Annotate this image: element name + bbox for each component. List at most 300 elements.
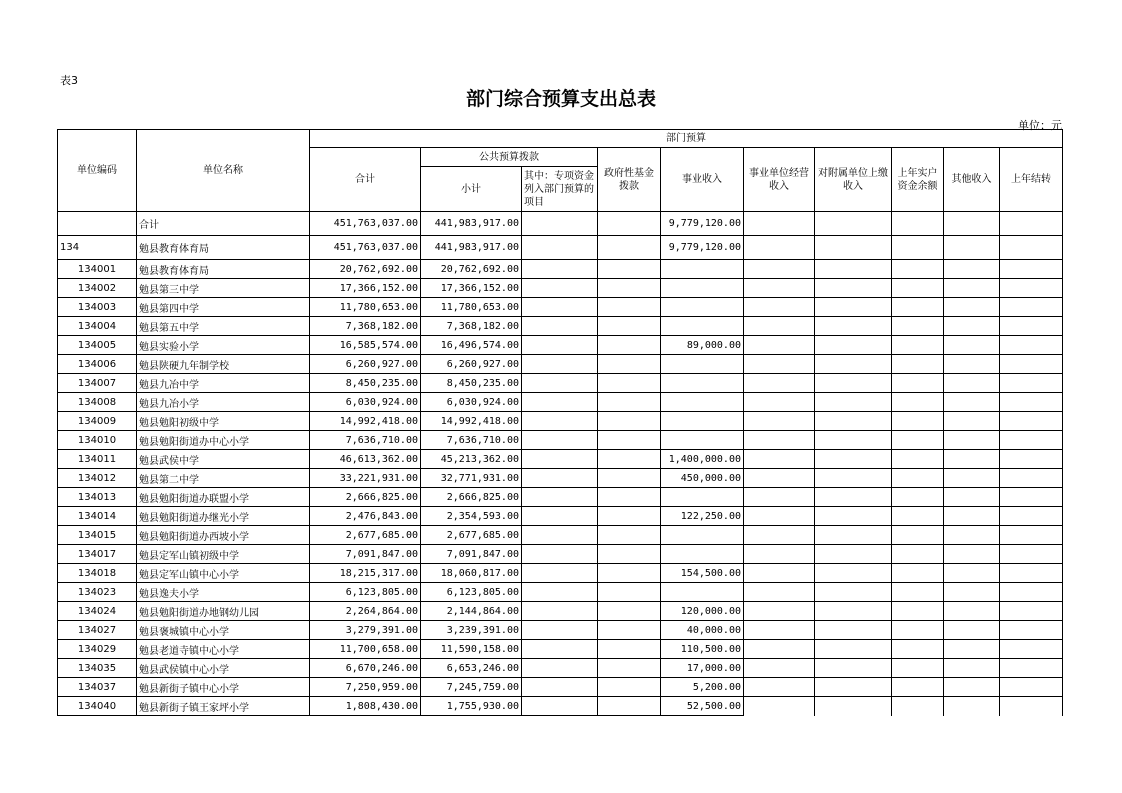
row-prev-balance: [892, 564, 944, 583]
row-carryover: [1000, 336, 1063, 355]
table-row: [58, 279, 1063, 298]
row-special: [522, 374, 598, 393]
row-special: [522, 602, 598, 621]
row-other: [944, 374, 1000, 393]
row-prev-balance: [892, 355, 944, 374]
row-carryover: [1000, 678, 1063, 697]
row-other: [944, 621, 1000, 640]
row-code: 134013: [58, 488, 137, 507]
row-subtotal: 45,213,362.00: [421, 450, 522, 469]
row-carryover: [1000, 450, 1063, 469]
row-prev-balance: [892, 488, 944, 507]
row-operation: [744, 583, 815, 602]
row-gov-fund: [598, 488, 661, 507]
summary-name: 合计: [137, 212, 310, 236]
row-total: 11,780,653.00: [310, 298, 421, 317]
row-business-income: [661, 374, 744, 393]
row-total: 2,677,685.00: [310, 526, 421, 545]
row-operation: [744, 678, 815, 697]
row-prev-balance: [892, 336, 944, 355]
row-business-income: [661, 260, 744, 279]
row-special: [522, 488, 598, 507]
row-special: [522, 336, 598, 355]
row-operation: [744, 507, 815, 526]
summary-row: [58, 212, 1063, 236]
row-subordinate: [815, 412, 892, 431]
row-subordinate: [815, 298, 892, 317]
row-special: [522, 298, 598, 317]
row-total: 7,636,710.00: [310, 431, 421, 450]
row-prev-balance: [892, 298, 944, 317]
row-subtotal: 20,762,692.00: [421, 260, 522, 279]
table-row: [58, 374, 1063, 393]
row-total: 2,476,843.00: [310, 507, 421, 526]
row-operation: [744, 317, 815, 336]
row-carryover: [1000, 317, 1063, 336]
col-total: 合计: [310, 148, 421, 212]
row-gov-fund: [598, 526, 661, 545]
row-prev-balance: [892, 659, 944, 678]
row-prev-balance: [892, 697, 944, 716]
row-gov-fund: [598, 621, 661, 640]
row-business-income: [661, 279, 744, 298]
table-row: [58, 355, 1063, 374]
row-business-income: 450,000.00: [661, 469, 744, 488]
row-carryover: [1000, 431, 1063, 450]
row-special: [522, 507, 598, 526]
col-dept-budget: 部门预算: [310, 130, 1063, 148]
summary-code: [58, 212, 137, 236]
table-row: [58, 450, 1063, 469]
row-total: 46,613,362.00: [310, 450, 421, 469]
row-subtotal: 7,368,182.00: [421, 317, 522, 336]
row-subtotal: 6,653,246.00: [421, 659, 522, 678]
row-business-income: 120,000.00: [661, 602, 744, 621]
row-operation: [744, 488, 815, 507]
row-gov-fund: [598, 317, 661, 336]
unit-label: 单位：元: [1018, 119, 1062, 132]
row-gov-fund: [598, 450, 661, 469]
row-subordinate: [815, 488, 892, 507]
row-subtotal: 32,771,931.00: [421, 469, 522, 488]
table-row: [58, 678, 1063, 697]
row-carryover: [1000, 697, 1063, 716]
row-subordinate: [815, 450, 892, 469]
table-row: [58, 640, 1063, 659]
row-special: [522, 431, 598, 450]
row-subordinate: [815, 697, 892, 716]
row-other: [944, 450, 1000, 469]
row-carryover: [1000, 602, 1063, 621]
row-subordinate: [815, 526, 892, 545]
row-other: [944, 526, 1000, 545]
row-special: [522, 450, 598, 469]
col-operation-income: 事业单位经营收入: [744, 148, 815, 212]
row-gov-fund: [598, 374, 661, 393]
row-code: 134009: [58, 412, 137, 431]
row-code: 134012: [58, 469, 137, 488]
row-gov-fund: [598, 469, 661, 488]
dept-other: [944, 236, 1000, 260]
page-title: 部门综合预算支出总表: [465, 88, 656, 110]
row-gov-fund: [598, 298, 661, 317]
row-subtotal: 6,030,924.00: [421, 393, 522, 412]
dept-carryover: [1000, 236, 1063, 260]
row-name: 勉县第五中学: [137, 317, 310, 336]
row-business-income: 52,500.00: [661, 697, 744, 716]
row-gov-fund: [598, 260, 661, 279]
row-code: 134029: [58, 640, 137, 659]
summary-special: [522, 212, 598, 236]
row-gov-fund: [598, 431, 661, 450]
col-business-income: 事业收入: [661, 148, 744, 212]
row-operation: [744, 279, 815, 298]
row-special: [522, 412, 598, 431]
row-code: 134008: [58, 393, 137, 412]
row-subtotal: 1,755,930.00: [421, 697, 522, 716]
summary-subordinate: [815, 212, 892, 236]
table-row: [58, 564, 1063, 583]
row-prev-balance: [892, 412, 944, 431]
row-prev-balance: [892, 526, 944, 545]
row-operation: [744, 431, 815, 450]
table-row: [58, 659, 1063, 678]
row-business-income: [661, 412, 744, 431]
row-subtotal: 16,496,574.00: [421, 336, 522, 355]
row-subordinate: [815, 317, 892, 336]
row-name: 勉县勉阳街道办地钢幼儿园: [137, 602, 310, 621]
dept-operation: [744, 236, 815, 260]
dept-prev-balance: [892, 236, 944, 260]
row-subtotal: 7,636,710.00: [421, 431, 522, 450]
row-total: 2,264,864.00: [310, 602, 421, 621]
row-total: 6,260,927.00: [310, 355, 421, 374]
summary-subtotal: 441,983,917.00: [421, 212, 522, 236]
row-operation: [744, 697, 815, 716]
col-subordinate-income: 对附属单位上缴收入: [815, 148, 892, 212]
row-name: 勉县逸夫小学: [137, 583, 310, 602]
col-unit-code: 单位编码: [58, 130, 137, 212]
row-gov-fund: [598, 640, 661, 659]
row-code: 134035: [58, 659, 137, 678]
row-gov-fund: [598, 336, 661, 355]
row-special: [522, 355, 598, 374]
dept-name: 勉县教育体育局: [137, 236, 310, 260]
table-row: [58, 602, 1063, 621]
row-name: 勉县教育体育局: [137, 260, 310, 279]
row-carryover: [1000, 393, 1063, 412]
row-name: 勉县勉阳街道办继光小学: [137, 507, 310, 526]
row-operation: [744, 393, 815, 412]
dept-subordinate: [815, 236, 892, 260]
row-subordinate: [815, 336, 892, 355]
row-code: 134011: [58, 450, 137, 469]
row-prev-balance: [892, 279, 944, 298]
row-special: [522, 260, 598, 279]
row-other: [944, 488, 1000, 507]
row-special: [522, 279, 598, 298]
row-operation: [744, 298, 815, 317]
row-total: 6,123,805.00: [310, 583, 421, 602]
row-business-income: [661, 393, 744, 412]
row-subordinate: [815, 545, 892, 564]
row-carryover: [1000, 279, 1063, 298]
row-carryover: [1000, 260, 1063, 279]
col-subtotal: 小计: [421, 167, 522, 212]
dept-row: [58, 236, 1063, 260]
row-gov-fund: [598, 507, 661, 526]
row-special: [522, 545, 598, 564]
table-row: [58, 621, 1063, 640]
row-name: 勉县新街子镇中心小学: [137, 678, 310, 697]
row-code: 134018: [58, 564, 137, 583]
row-subtotal: 2,144,864.00: [421, 602, 522, 621]
row-special: [522, 640, 598, 659]
row-subtotal: 6,260,927.00: [421, 355, 522, 374]
row-operation: [744, 659, 815, 678]
dept-total: 451,763,037.00: [310, 236, 421, 260]
table-row: [58, 697, 1063, 716]
row-other: [944, 640, 1000, 659]
row-operation: [744, 545, 815, 564]
row-prev-balance: [892, 431, 944, 450]
row-other: [944, 355, 1000, 374]
row-prev-balance: [892, 450, 944, 469]
row-subtotal: 3,239,391.00: [421, 621, 522, 640]
table-row: [58, 336, 1063, 355]
row-carryover: [1000, 621, 1063, 640]
row-prev-balance: [892, 545, 944, 564]
row-subordinate: [815, 564, 892, 583]
table-row: [58, 298, 1063, 317]
col-special-funds: 其中：专项资金列入部门预算的项目: [522, 167, 598, 212]
row-other: [944, 469, 1000, 488]
row-gov-fund: [598, 602, 661, 621]
summary-gov-fund: [598, 212, 661, 236]
row-special: [522, 583, 598, 602]
row-name: 勉县定军山镇初级中学: [137, 545, 310, 564]
row-name: 勉县勉阳街道办中心小学: [137, 431, 310, 450]
row-special: [522, 678, 598, 697]
row-prev-balance: [892, 602, 944, 621]
row-prev-balance: [892, 393, 944, 412]
row-code: 134017: [58, 545, 137, 564]
col-prev-carryover: 上年结转: [1000, 148, 1063, 212]
row-name: 勉县定军山镇中心小学: [137, 564, 310, 583]
row-name: 勉县第三中学: [137, 279, 310, 298]
row-code: 134002: [58, 279, 137, 298]
row-other: [944, 431, 1000, 450]
row-subordinate: [815, 583, 892, 602]
row-special: [522, 621, 598, 640]
row-carryover: [1000, 640, 1063, 659]
row-subtotal: 18,060,817.00: [421, 564, 522, 583]
summary-prev-balance: [892, 212, 944, 236]
row-business-income: 122,250.00: [661, 507, 744, 526]
row-name: 勉县第四中学: [137, 298, 310, 317]
row-gov-fund: [598, 564, 661, 583]
row-carryover: [1000, 507, 1063, 526]
row-operation: [744, 621, 815, 640]
row-subordinate: [815, 431, 892, 450]
summary-total: 451,763,037.00: [310, 212, 421, 236]
row-prev-balance: [892, 583, 944, 602]
row-name: 勉县褒城镇中心小学: [137, 621, 310, 640]
row-carryover: [1000, 469, 1063, 488]
row-carryover: [1000, 355, 1063, 374]
row-business-income: 89,000.00: [661, 336, 744, 355]
row-code: 134037: [58, 678, 137, 697]
table-row: [58, 507, 1063, 526]
row-code: 134040: [58, 697, 137, 716]
col-unit-name: 单位名称: [137, 130, 310, 212]
dept-business-income: 9,779,120.00: [661, 236, 744, 260]
row-special: [522, 393, 598, 412]
row-total: 8,450,235.00: [310, 374, 421, 393]
row-total: 2,666,825.00: [310, 488, 421, 507]
row-operation: [744, 469, 815, 488]
row-code: 134015: [58, 526, 137, 545]
row-other: [944, 298, 1000, 317]
row-code: 134006: [58, 355, 137, 374]
row-carryover: [1000, 412, 1063, 431]
row-gov-fund: [598, 659, 661, 678]
row-total: 7,368,182.00: [310, 317, 421, 336]
row-other: [944, 678, 1000, 697]
row-business-income: [661, 545, 744, 564]
row-operation: [744, 336, 815, 355]
row-code: 134010: [58, 431, 137, 450]
row-operation: [744, 640, 815, 659]
row-carryover: [1000, 526, 1063, 545]
row-other: [944, 659, 1000, 678]
row-total: 18,215,317.00: [310, 564, 421, 583]
row-code: 134024: [58, 602, 137, 621]
row-name: 勉县勉阳初级中学: [137, 412, 310, 431]
row-gov-fund: [598, 355, 661, 374]
row-business-income: 154,500.00: [661, 564, 744, 583]
row-subtotal: 2,666,825.00: [421, 488, 522, 507]
row-code: 134027: [58, 621, 137, 640]
row-prev-balance: [892, 374, 944, 393]
row-code: 134005: [58, 336, 137, 355]
row-operation: [744, 602, 815, 621]
row-code: 134014: [58, 507, 137, 526]
row-code: 134007: [58, 374, 137, 393]
table-row: [58, 317, 1063, 336]
row-prev-balance: [892, 469, 944, 488]
row-subordinate: [815, 279, 892, 298]
row-subordinate: [815, 507, 892, 526]
row-other: [944, 393, 1000, 412]
row-carryover: [1000, 564, 1063, 583]
row-carryover: [1000, 374, 1063, 393]
row-name: 勉县陕硬九年制学校: [137, 355, 310, 374]
col-public-budget: 公共预算拨款: [421, 148, 598, 167]
table-row: [58, 526, 1063, 545]
row-business-income: [661, 583, 744, 602]
row-subordinate: [815, 355, 892, 374]
row-name: 勉县勉阳街道办西坡小学: [137, 526, 310, 545]
row-operation: [744, 355, 815, 374]
row-subordinate: [815, 374, 892, 393]
row-gov-fund: [598, 697, 661, 716]
row-other: [944, 602, 1000, 621]
row-total: 6,670,246.00: [310, 659, 421, 678]
row-business-income: 5,200.00: [661, 678, 744, 697]
dept-gov-fund: [598, 236, 661, 260]
row-special: [522, 317, 598, 336]
row-operation: [744, 526, 815, 545]
table-row: [58, 469, 1063, 488]
row-total: 7,250,959.00: [310, 678, 421, 697]
row-subordinate: [815, 621, 892, 640]
row-subordinate: [815, 659, 892, 678]
row-prev-balance: [892, 317, 944, 336]
row-code: 134001: [58, 260, 137, 279]
table-number: 表3: [60, 74, 78, 87]
row-business-income: 1,400,000.00: [661, 450, 744, 469]
row-subtotal: 7,091,847.00: [421, 545, 522, 564]
row-other: [944, 564, 1000, 583]
row-total: 16,585,574.00: [310, 336, 421, 355]
row-business-income: [661, 317, 744, 336]
row-business-income: 17,000.00: [661, 659, 744, 678]
row-prev-balance: [892, 507, 944, 526]
row-total: 17,366,152.00: [310, 279, 421, 298]
row-prev-balance: [892, 678, 944, 697]
row-subordinate: [815, 640, 892, 659]
row-subtotal: 17,366,152.00: [421, 279, 522, 298]
row-carryover: [1000, 583, 1063, 602]
row-total: 7,091,847.00: [310, 545, 421, 564]
row-gov-fund: [598, 583, 661, 602]
row-other: [944, 583, 1000, 602]
row-subtotal: 8,450,235.00: [421, 374, 522, 393]
row-special: [522, 564, 598, 583]
row-name: 勉县九冶中学: [137, 374, 310, 393]
row-name: 勉县老道寺镇中心小学: [137, 640, 310, 659]
row-carryover: [1000, 545, 1063, 564]
row-subtotal: 2,354,593.00: [421, 507, 522, 526]
row-subtotal: 2,677,685.00: [421, 526, 522, 545]
row-prev-balance: [892, 621, 944, 640]
row-operation: [744, 412, 815, 431]
row-subordinate: [815, 393, 892, 412]
row-operation: [744, 374, 815, 393]
row-gov-fund: [598, 412, 661, 431]
row-special: [522, 697, 598, 716]
summary-other: [944, 212, 1000, 236]
table-row: [58, 393, 1063, 412]
row-carryover: [1000, 298, 1063, 317]
row-gov-fund: [598, 279, 661, 298]
row-special: [522, 526, 598, 545]
row-gov-fund: [598, 678, 661, 697]
row-name: 勉县第二中学: [137, 469, 310, 488]
summary-business-income: 9,779,120.00: [661, 212, 744, 236]
row-code: 134004: [58, 317, 137, 336]
row-carryover: [1000, 488, 1063, 507]
row-subtotal: 14,992,418.00: [421, 412, 522, 431]
row-business-income: 110,500.00: [661, 640, 744, 659]
dept-code: 134: [58, 236, 137, 260]
row-business-income: [661, 298, 744, 317]
col-gov-fund: 政府性基金拨款: [598, 148, 661, 212]
row-special: [522, 659, 598, 678]
row-gov-fund: [598, 545, 661, 564]
row-operation: [744, 450, 815, 469]
